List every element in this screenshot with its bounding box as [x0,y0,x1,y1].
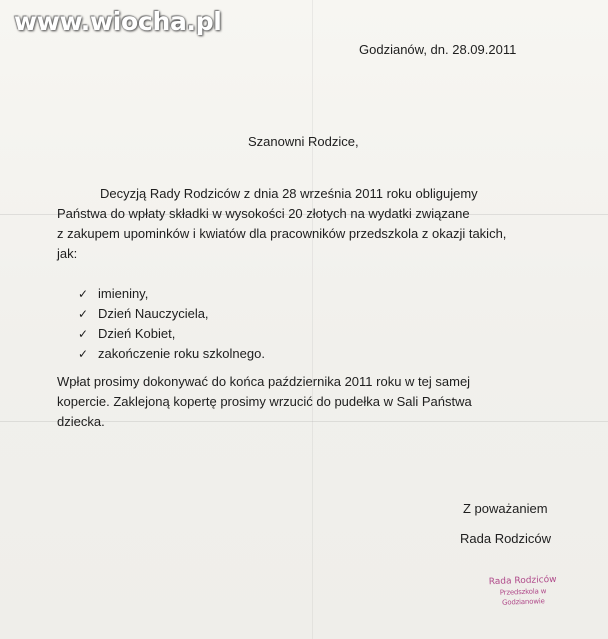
signature: Rada Rodziców [460,531,552,546]
list-item-label: zakończenie roku szkolnego. [98,346,265,361]
paragraph-decision [57,184,542,264]
list-item-label: imieniny, [98,286,149,301]
occasions-list [78,284,265,364]
checkmark-icon: ✓ [78,307,89,321]
site-watermark: www.wiocha.pl [14,7,222,36]
paragraph-line: Wpłat prosimy dokonywać do końca października 2011 roku w tej samej [57,374,471,389]
paragraph-line: z zakupem upominków i kwiatów dla pracowników przedszkola z okazji takich, [57,226,507,241]
stamp-line: Rada Rodziców [488,574,557,588]
closing-phrase: Z poważaniem [463,501,548,516]
paper-fold-line [312,0,313,639]
organization-stamp [483,575,562,609]
paragraph-payment [57,372,542,432]
list-item [78,304,265,324]
list-item [78,284,265,304]
checkmark-icon: ✓ [78,287,89,301]
paragraph-line: Decyzją Rady Rodziców z dnia 28 września 2011 roku obligujemy [100,186,478,201]
stamp-line: Przedszkola w Godzianowie [499,587,547,607]
checkmark-icon: ✓ [78,347,89,361]
list-item-label: Dzień Kobiet, [98,326,176,341]
checkmark-icon: ✓ [78,327,89,341]
place-and-date: Godzianów, dn. 28.09.2011 [359,42,517,57]
paragraph-line: jak: [57,246,78,261]
salutation: Szanowni Rodzice, [248,134,359,149]
paragraph-line: Państwa do wpłaty składki w wysokości 20 złotych na wydatki związane [57,206,470,221]
list-item [78,344,265,364]
list-item [78,324,265,344]
paragraph-line: dziecka. [57,414,105,429]
paragraph-line: kopercie. Zaklejoną kopertę prosimy wrzucić do pudełka w Sali Państwa [57,394,472,409]
list-item-label: Dzień Nauczyciela, [98,306,209,321]
